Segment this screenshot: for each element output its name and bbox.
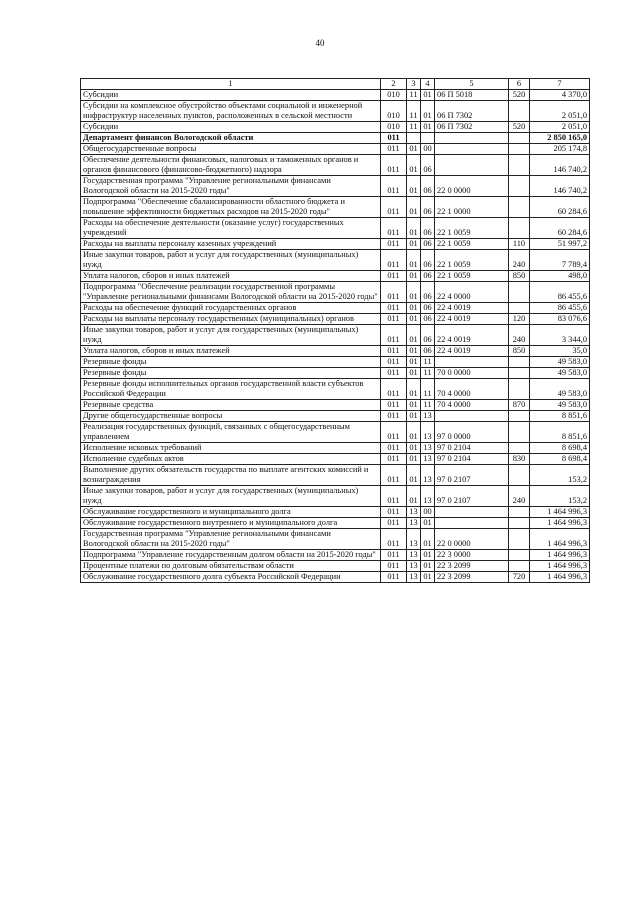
expense-type-code-cell: 850 — [509, 346, 530, 357]
expense-type-code-cell — [509, 282, 530, 303]
department-code-cell: 011 — [381, 550, 407, 561]
item-name-cell: Расходы на выплаты персоналу государственных (муниципальных) органов — [81, 314, 381, 325]
target-article-code-cell: 70 4 0000 — [435, 400, 509, 411]
item-name-cell: Обеспечение деятельности финансовых, налоговых и таможенных органов и органов финансового (финансово-бюджетного) надзора — [81, 155, 381, 176]
expense-type-code-cell — [509, 422, 530, 443]
table-row — [81, 176, 590, 197]
expense-type-code-cell — [509, 357, 530, 368]
expense-type-code-cell — [509, 379, 530, 400]
expense-type-code-cell — [509, 561, 530, 572]
subsection-code-cell: 06 — [421, 271, 435, 282]
expense-type-code-cell: 870 — [509, 400, 530, 411]
amount-cell: 2 051,0 — [530, 101, 590, 122]
table-row — [81, 400, 590, 411]
item-name-cell: Обслуживание государственного внутреннего и муниципального долга — [81, 518, 381, 529]
subsection-code-cell: 11 — [421, 379, 435, 400]
target-article-code-cell: 70 0 0000 — [435, 368, 509, 379]
target-article-code-cell — [435, 144, 509, 155]
subsection-code-cell: 06 — [421, 325, 435, 346]
target-article-code-cell — [435, 357, 509, 368]
item-name-cell: Исполнение исковых требований — [81, 443, 381, 454]
table-row — [81, 518, 590, 529]
department-code-cell: 011 — [381, 176, 407, 197]
item-name-cell: Расходы на выплаты персоналу казенных учреждений — [81, 239, 381, 250]
target-article-code-cell: 97 0 2107 — [435, 465, 509, 486]
column-header: 2 — [381, 79, 407, 90]
department-code-cell: 011 — [381, 379, 407, 400]
section-code-cell — [407, 133, 421, 144]
subsection-code-cell: 11 — [421, 400, 435, 411]
table-row — [81, 422, 590, 443]
item-name-cell: Обслуживание государственного долга субъекта Российской Федерации — [81, 572, 381, 583]
subsection-code-cell: 06 — [421, 250, 435, 271]
subsection-code-cell: 06 — [421, 303, 435, 314]
subsection-code-cell: 06 — [421, 176, 435, 197]
item-name-cell: Субсидии — [81, 90, 381, 101]
item-name-cell: Иные закупки товаров, работ и услуг для государственных (муниципальных) нужд — [81, 486, 381, 507]
target-article-code-cell: 97 0 0000 — [435, 422, 509, 443]
table-row — [81, 561, 590, 572]
target-article-code-cell: 22 4 0000 — [435, 282, 509, 303]
amount-cell: 8 698,4 — [530, 454, 590, 465]
amount-cell: 153,2 — [530, 486, 590, 507]
department-code-cell: 011 — [381, 561, 407, 572]
expense-type-code-cell — [509, 368, 530, 379]
item-name-cell: Подпрограмма "Обеспечение сбалансированности областного бюджета и повышение эффективности бюджетных расходов на 2015-2020 годы" — [81, 197, 381, 218]
target-article-code-cell: 22 0 0000 — [435, 176, 509, 197]
amount-cell: 60 284,6 — [530, 218, 590, 239]
amount-cell: 2 850 165,0 — [530, 133, 590, 144]
department-code-cell: 011 — [381, 507, 407, 518]
amount-cell: 86 455,6 — [530, 282, 590, 303]
item-name-cell: Резервные фонды — [81, 357, 381, 368]
section-code-cell: 11 — [407, 90, 421, 101]
item-name-cell: Иные закупки товаров, работ и услуг для государственных (муниципальных) нужд — [81, 250, 381, 271]
table-row — [81, 507, 590, 518]
expense-type-code-cell — [509, 176, 530, 197]
table-row — [81, 325, 590, 346]
table-row — [81, 303, 590, 314]
department-code-cell: 011 — [381, 133, 407, 144]
table-row — [81, 133, 590, 144]
department-code-cell: 011 — [381, 144, 407, 155]
expense-type-code-cell: 520 — [509, 90, 530, 101]
target-article-code-cell: 70 4 0000 — [435, 379, 509, 400]
table-row — [81, 379, 590, 400]
expense-type-code-cell — [509, 518, 530, 529]
department-code-cell: 011 — [381, 486, 407, 507]
target-article-code-cell: 22 3 0000 — [435, 550, 509, 561]
subsection-code-cell: 01 — [421, 572, 435, 583]
amount-cell: 49 583,0 — [530, 379, 590, 400]
expense-type-code-cell — [509, 411, 530, 422]
target-article-code-cell: 06 П 7302 — [435, 101, 509, 122]
expense-type-code-cell — [509, 155, 530, 176]
department-code-cell: 011 — [381, 518, 407, 529]
column-header: 3 — [407, 79, 421, 90]
subsection-code-cell: 01 — [421, 122, 435, 133]
subsection-code-cell: 13 — [421, 454, 435, 465]
department-code-cell: 011 — [381, 443, 407, 454]
subsection-code-cell: 11 — [421, 368, 435, 379]
item-name-cell: Расходы на обеспечение деятельности (оказание услуг) государственных учреждений — [81, 218, 381, 239]
expense-type-code-cell — [509, 303, 530, 314]
section-code-cell: 01 — [407, 282, 421, 303]
subsection-code-cell: 01 — [421, 101, 435, 122]
expense-type-code-cell: 830 — [509, 454, 530, 465]
subsection-code-cell: 13 — [421, 486, 435, 507]
section-code-cell: 01 — [407, 368, 421, 379]
subsection-code-cell: 13 — [421, 443, 435, 454]
item-name-cell: Субсидии на комплексное обустройство объектами социальной и инженерной инфраструктур населенных пунктов, расположенных в сельской местности — [81, 101, 381, 122]
target-article-code-cell — [435, 411, 509, 422]
target-article-code-cell: 06 П 5018 — [435, 90, 509, 101]
section-code-cell: 01 — [407, 411, 421, 422]
department-code-cell: 011 — [381, 346, 407, 357]
expense-type-code-cell: 850 — [509, 271, 530, 282]
subsection-code-cell: 13 — [421, 411, 435, 422]
expense-type-code-cell: 240 — [509, 250, 530, 271]
table-row — [81, 357, 590, 368]
item-name-cell: Резервные фонды — [81, 368, 381, 379]
item-name-cell: Подпрограмма "Управление государственным долгом области на 2015-2020 годы" — [81, 550, 381, 561]
item-name-cell: Иные закупки товаров, работ и услуг для государственных (муниципальных) нужд — [81, 325, 381, 346]
department-code-cell: 011 — [381, 529, 407, 550]
target-article-code-cell — [435, 507, 509, 518]
target-article-code-cell: 97 0 2104 — [435, 443, 509, 454]
table-row — [81, 101, 590, 122]
department-code-cell: 011 — [381, 303, 407, 314]
department-code-cell: 011 — [381, 197, 407, 218]
item-name-cell: Выполнение других обязательств государства по выплате агентских комиссий и вознаграждения — [81, 465, 381, 486]
target-article-code-cell — [435, 518, 509, 529]
target-article-code-cell: 22 1 0059 — [435, 250, 509, 271]
item-name-cell: Уплата налогов, сборов и иных платежей — [81, 346, 381, 357]
expense-type-code-cell: 110 — [509, 239, 530, 250]
table-row — [81, 218, 590, 239]
table-row — [81, 465, 590, 486]
item-name-cell: Расходы на обеспечение функций государственных органов — [81, 303, 381, 314]
target-article-code-cell: 97 0 2107 — [435, 486, 509, 507]
department-code-cell: 011 — [381, 282, 407, 303]
column-header: 1 — [81, 79, 381, 90]
expense-type-code-cell — [509, 218, 530, 239]
section-code-cell: 13 — [407, 529, 421, 550]
expense-type-code-cell — [509, 443, 530, 454]
table-row — [81, 550, 590, 561]
subsection-code-cell: 06 — [421, 282, 435, 303]
target-article-code-cell: 22 1 0059 — [435, 239, 509, 250]
amount-cell: 4 370,0 — [530, 90, 590, 101]
section-code-cell: 01 — [407, 379, 421, 400]
expense-type-code-cell — [509, 133, 530, 144]
department-code-cell: 011 — [381, 271, 407, 282]
target-article-code-cell: 22 4 0019 — [435, 303, 509, 314]
item-name-cell: Обслуживание государственного и муниципального долга — [81, 507, 381, 518]
column-header: 5 — [435, 79, 509, 90]
section-code-cell: 01 — [407, 303, 421, 314]
section-code-cell: 01 — [407, 400, 421, 411]
target-article-code-cell: 22 4 0019 — [435, 325, 509, 346]
subsection-code-cell — [421, 133, 435, 144]
section-code-cell: 01 — [407, 176, 421, 197]
section-code-cell: 01 — [407, 325, 421, 346]
section-code-cell: 01 — [407, 197, 421, 218]
table-row — [81, 572, 590, 583]
item-name-cell: Уплата налогов, сборов и иных платежей — [81, 271, 381, 282]
amount-cell: 2 051,0 — [530, 122, 590, 133]
department-code-cell: 011 — [381, 314, 407, 325]
amount-cell: 153,2 — [530, 465, 590, 486]
subsection-code-cell: 01 — [421, 550, 435, 561]
subsection-code-cell: 11 — [421, 357, 435, 368]
subsection-code-cell: 06 — [421, 218, 435, 239]
expense-type-code-cell: 520 — [509, 122, 530, 133]
table-header-row — [81, 79, 590, 90]
table-row — [81, 271, 590, 282]
item-name-cell: Реализация государственных функций, связанных с общегосударственным управлением — [81, 422, 381, 443]
table-row — [81, 90, 590, 101]
department-code-cell: 011 — [381, 239, 407, 250]
table-row — [81, 346, 590, 357]
page-number: 40 — [315, 38, 325, 48]
amount-cell: 51 997,2 — [530, 239, 590, 250]
subsection-code-cell: 06 — [421, 314, 435, 325]
table-row — [81, 144, 590, 155]
expense-type-code-cell: 720 — [509, 572, 530, 583]
target-article-code-cell: 22 4 0019 — [435, 314, 509, 325]
section-code-cell: 13 — [407, 550, 421, 561]
expense-type-code-cell — [509, 529, 530, 550]
section-code-cell: 01 — [407, 454, 421, 465]
department-code-cell: 010 — [381, 101, 407, 122]
item-name-cell: Другие общегосударственные вопросы — [81, 411, 381, 422]
target-article-code-cell — [435, 133, 509, 144]
section-code-cell: 13 — [407, 561, 421, 572]
item-name-cell: Исполнение судебных актов — [81, 454, 381, 465]
amount-cell: 49 583,0 — [530, 400, 590, 411]
target-article-code-cell: 06 П 7302 — [435, 122, 509, 133]
amount-cell: 8 698,4 — [530, 443, 590, 454]
section-code-cell: 01 — [407, 271, 421, 282]
column-header: 7 — [530, 79, 590, 90]
table-row — [81, 411, 590, 422]
amount-cell: 49 583,0 — [530, 368, 590, 379]
department-code-cell: 011 — [381, 422, 407, 443]
table-row — [81, 282, 590, 303]
department-code-cell: 011 — [381, 411, 407, 422]
target-article-code-cell: 22 1 0000 — [435, 197, 509, 218]
expense-type-code-cell — [509, 101, 530, 122]
section-code-cell: 01 — [407, 155, 421, 176]
subsection-code-cell: 13 — [421, 422, 435, 443]
subsection-code-cell: 00 — [421, 507, 435, 518]
subsection-code-cell: 01 — [421, 561, 435, 572]
subsection-code-cell: 01 — [421, 518, 435, 529]
department-code-cell: 011 — [381, 155, 407, 176]
amount-cell: 1 464 996,3 — [530, 518, 590, 529]
column-header: 6 — [509, 79, 530, 90]
department-code-cell: 011 — [381, 400, 407, 411]
department-code-cell: 011 — [381, 465, 407, 486]
amount-cell: 498,0 — [530, 271, 590, 282]
subsection-code-cell: 06 — [421, 346, 435, 357]
target-article-code-cell: 22 3 2099 — [435, 561, 509, 572]
table-row — [81, 529, 590, 550]
department-code-cell: 011 — [381, 325, 407, 346]
subsection-code-cell: 01 — [421, 529, 435, 550]
expense-type-code-cell: 120 — [509, 314, 530, 325]
section-code-cell: 01 — [407, 422, 421, 443]
section-code-cell: 01 — [407, 486, 421, 507]
amount-cell: 7 789,4 — [530, 250, 590, 271]
amount-cell: 1 464 996,3 — [530, 550, 590, 561]
department-code-cell: 011 — [381, 250, 407, 271]
column-header: 4 — [421, 79, 435, 90]
department-code-cell: 011 — [381, 454, 407, 465]
expense-type-code-cell — [509, 507, 530, 518]
table-row — [81, 197, 590, 218]
item-name-cell: Государственная программа "Управление региональными финансами Вологодской области на 2015-2020 годы" — [81, 176, 381, 197]
amount-cell: 146 740,2 — [530, 176, 590, 197]
target-article-code-cell: 22 1 0059 — [435, 271, 509, 282]
amount-cell: 60 284,6 — [530, 197, 590, 218]
section-code-cell: 11 — [407, 122, 421, 133]
table-row — [81, 454, 590, 465]
expense-type-code-cell — [509, 197, 530, 218]
section-code-cell: 01 — [407, 144, 421, 155]
expense-type-code-cell: 240 — [509, 486, 530, 507]
table-row — [81, 314, 590, 325]
table-row — [81, 443, 590, 454]
table-row — [81, 250, 590, 271]
department-code-cell: 011 — [381, 218, 407, 239]
subsection-code-cell: 01 — [421, 90, 435, 101]
amount-cell: 35,0 — [530, 346, 590, 357]
table-row — [81, 122, 590, 133]
item-name-cell: Субсидии — [81, 122, 381, 133]
target-article-code-cell — [435, 155, 509, 176]
subsection-code-cell: 06 — [421, 155, 435, 176]
subsection-code-cell: 06 — [421, 239, 435, 250]
section-code-cell: 01 — [407, 314, 421, 325]
amount-cell: 1 464 996,3 — [530, 529, 590, 550]
item-name-cell: Подпрограмма "Обеспечение реализации государственной программы "Управление региональными финансами Вологодской области на 2015-2020 годы" — [81, 282, 381, 303]
subsection-code-cell: 06 — [421, 197, 435, 218]
section-code-cell: 13 — [407, 518, 421, 529]
amount-cell: 3 344,0 — [530, 325, 590, 346]
table-row — [81, 486, 590, 507]
section-code-cell: 01 — [407, 465, 421, 486]
item-name-cell: Процентные платежи по долговым обязательствам области — [81, 561, 381, 572]
expense-type-code-cell — [509, 465, 530, 486]
target-article-code-cell: 97 0 2104 — [435, 454, 509, 465]
target-article-code-cell: 22 1 0059 — [435, 218, 509, 239]
amount-cell: 86 455,6 — [530, 303, 590, 314]
section-code-cell: 01 — [407, 443, 421, 454]
expense-type-code-cell — [509, 550, 530, 561]
section-code-cell: 01 — [407, 346, 421, 357]
expense-type-code-cell: 240 — [509, 325, 530, 346]
section-code-cell: 01 — [407, 218, 421, 239]
table-row — [81, 368, 590, 379]
table-row — [81, 155, 590, 176]
budget-table — [80, 78, 590, 583]
section-code-cell: 13 — [407, 507, 421, 518]
item-name-cell: Государственная программа "Управление региональными финансами Вологодской области на 2015-2020 годы" — [81, 529, 381, 550]
amount-cell: 83 076,6 — [530, 314, 590, 325]
amount-cell: 1 464 996,3 — [530, 507, 590, 518]
subsection-code-cell: 13 — [421, 465, 435, 486]
department-code-cell: 010 — [381, 122, 407, 133]
target-article-code-cell: 22 3 2099 — [435, 572, 509, 583]
department-code-cell: 010 — [381, 90, 407, 101]
item-name-cell: Резервные фонды исполнительных органов государственной власти субъектов Российской Федерации — [81, 379, 381, 400]
section-code-cell: 01 — [407, 239, 421, 250]
section-code-cell: 13 — [407, 572, 421, 583]
target-article-code-cell: 22 0 0000 — [435, 529, 509, 550]
subsection-code-cell: 00 — [421, 144, 435, 155]
item-name-cell: Департамент финансов Вологодской области — [81, 133, 381, 144]
section-code-cell: 01 — [407, 357, 421, 368]
department-code-cell: 011 — [381, 572, 407, 583]
section-code-cell: 01 — [407, 250, 421, 271]
amount-cell: 8 851,6 — [530, 422, 590, 443]
amount-cell: 1 464 996,3 — [530, 572, 590, 583]
amount-cell: 1 464 996,3 — [530, 561, 590, 572]
amount-cell: 146 740,2 — [530, 155, 590, 176]
item-name-cell: Общегосударственные вопросы — [81, 144, 381, 155]
target-article-code-cell: 22 4 0019 — [435, 346, 509, 357]
amount-cell: 205 174,8 — [530, 144, 590, 155]
department-code-cell: 011 — [381, 357, 407, 368]
amount-cell: 8 851,6 — [530, 411, 590, 422]
item-name-cell: Резервные средства — [81, 400, 381, 411]
section-code-cell: 11 — [407, 101, 421, 122]
amount-cell: 49 583,0 — [530, 357, 590, 368]
table-row — [81, 239, 590, 250]
expense-type-code-cell — [509, 144, 530, 155]
department-code-cell: 011 — [381, 368, 407, 379]
